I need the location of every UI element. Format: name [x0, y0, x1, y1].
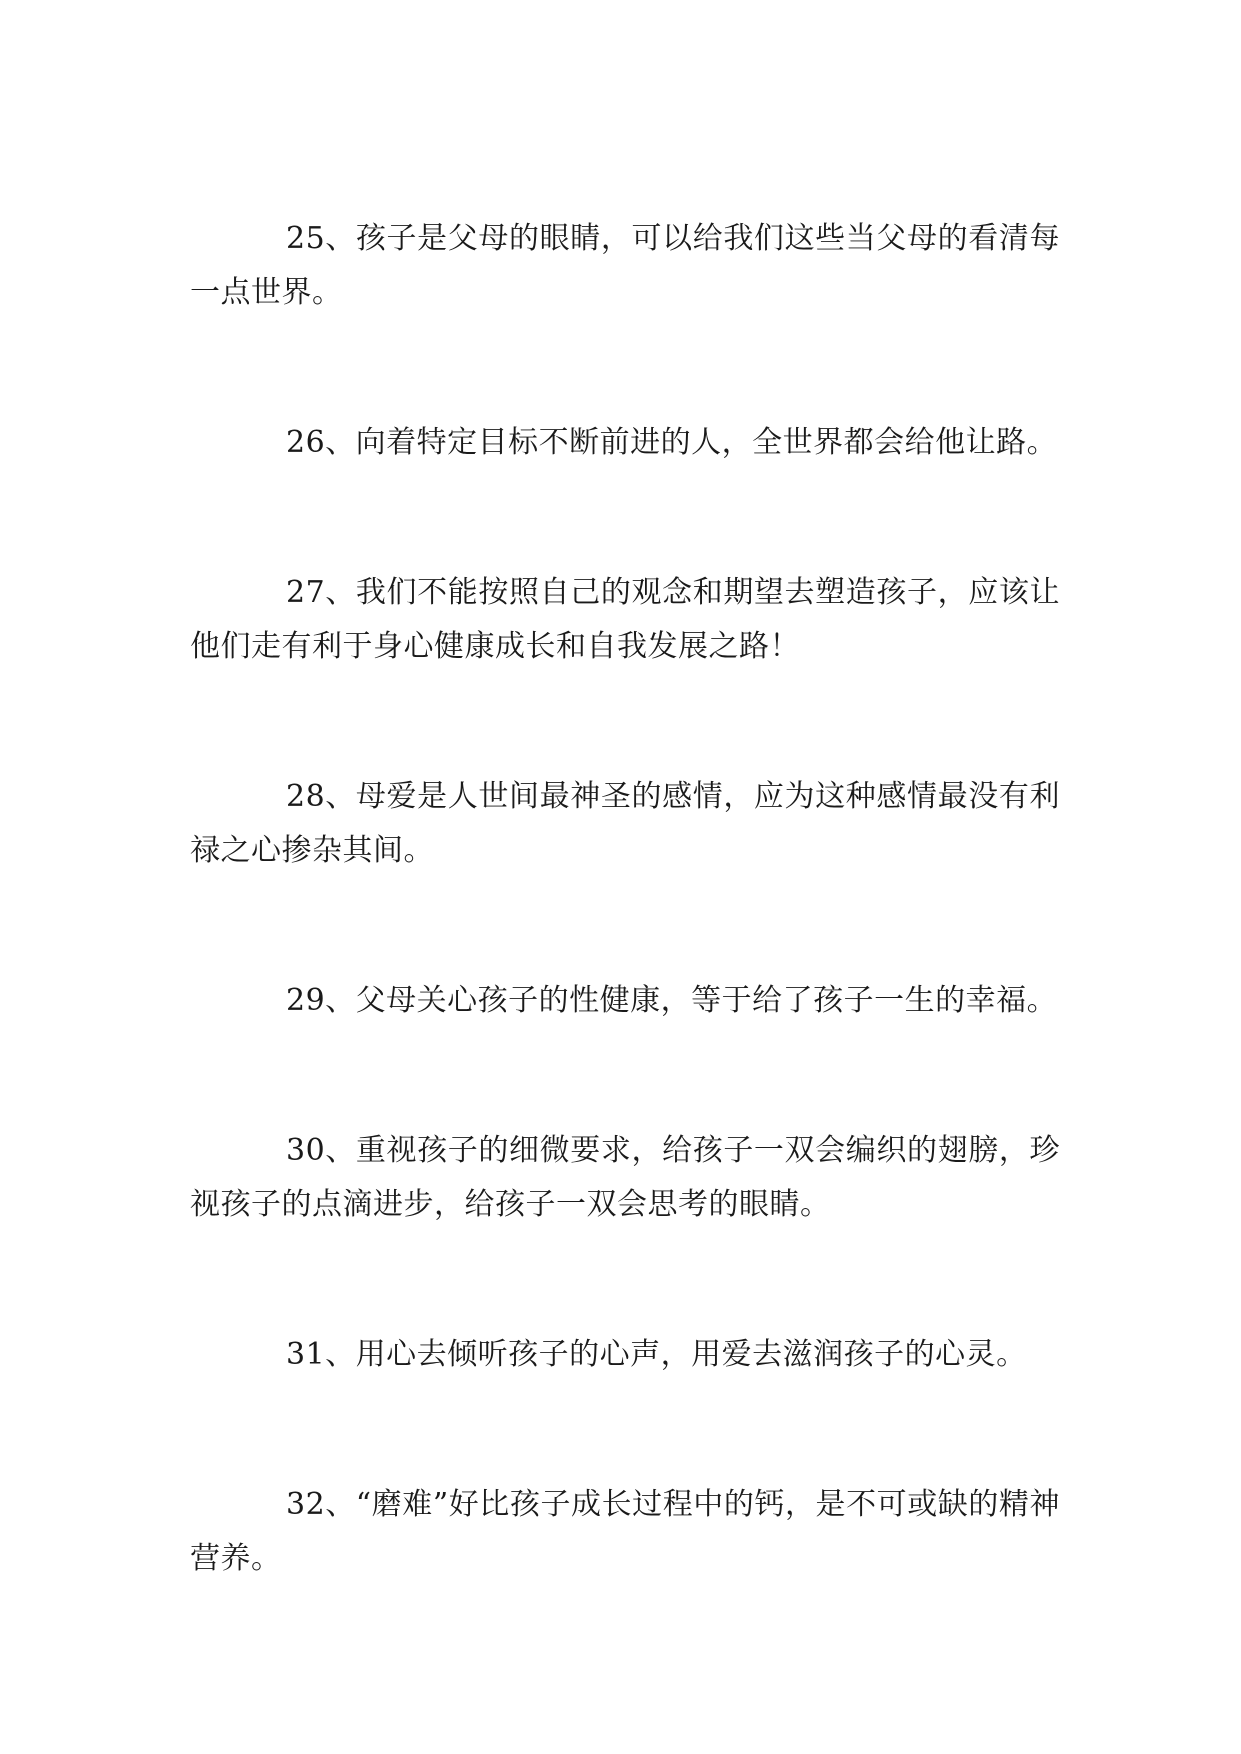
paragraph-27: 27、我们不能按照自己的观念和期望去塑造孩子，应该让他们走有利于身心健康成长和自我发展之路！ [190, 575, 1060, 664]
paragraph-28: 28、母爱是人世间最神圣的感情，应为这种感情最没有利禄之心掺杂其间。 [190, 779, 1060, 868]
paragraph-30: 30、重视孩子的细微要求，给孩子一双会编织的翅膀，珍视孩子的点滴进步，给孩子一双会思考的眼睛。 [190, 1133, 1060, 1222]
paragraph-31: 31、用心去倾听孩子的心声，用爱去滋润孩子的心灵。 [286, 1337, 1027, 1372]
document-body [190, 212, 1060, 1682]
paragraph-26: 26、向着特定目标不断前进的人，全世界都会给他让路。 [286, 425, 1058, 460]
paragraph-25: 25、孩子是父母的眼睛，可以给我们这些当父母的看清每一点世界。 [190, 221, 1060, 310]
paragraph-32: 32、“磨难”好比孩子成长过程中的钙，是不可或缺的精神营养。 [190, 1487, 1060, 1576]
paragraph-29: 29、父母关心孩子的性健康，等于给了孩子一生的幸福。 [286, 983, 1058, 1018]
